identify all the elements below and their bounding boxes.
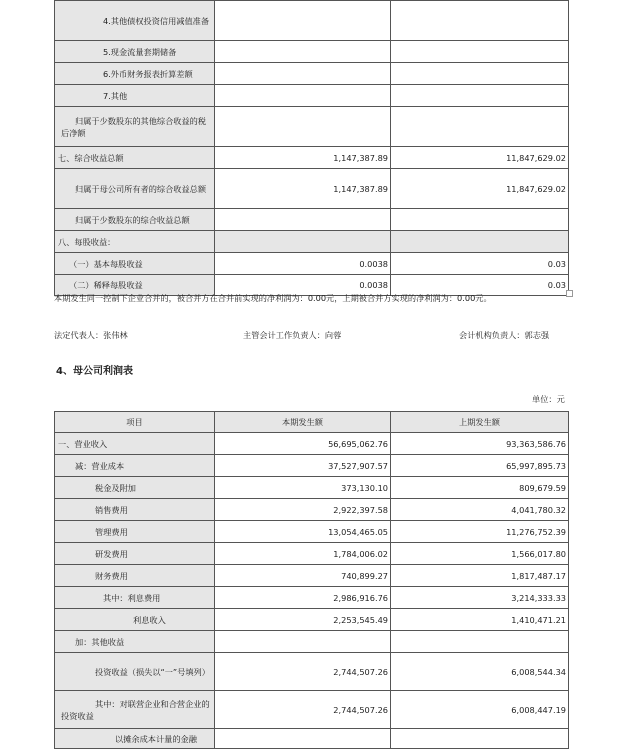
previous-value <box>391 85 569 107</box>
accounting-head: 主管会计工作负责人：向蓉 <box>243 330 342 340</box>
header-row <box>55 412 569 433</box>
row-label: 加：其他收益 <box>55 631 215 653</box>
previous-value: 3,214,333.33 <box>391 587 569 609</box>
current-value: 740,899.27 <box>215 565 391 587</box>
table-row <box>55 85 569 107</box>
table-row <box>55 543 569 565</box>
current-value: 1,147,387.89 <box>215 147 391 169</box>
comprehensive-income-table <box>54 0 569 296</box>
previous-value: 0.03 <box>391 275 569 296</box>
previous-value <box>391 107 569 147</box>
section-title: 4、母公司利润表 <box>56 366 133 377</box>
previous-value: 65,997,895.73 <box>391 455 569 477</box>
previous-value: 809,679.59 <box>391 477 569 499</box>
row-label: 财务费用 <box>55 565 215 587</box>
previous-value: 1,817,487.17 <box>391 565 569 587</box>
previous-value: 11,276,752.39 <box>391 521 569 543</box>
row-label <box>55 1 215 41</box>
row-label: 税金及附加 <box>55 477 215 499</box>
row-label: 6.外币财务报表折算差额 <box>55 63 215 85</box>
row-label: 5.现金流量套期储备 <box>55 41 215 63</box>
row-label: 七、综合收益总额 <box>55 147 215 169</box>
current-value: 2,986,916.76 <box>215 587 391 609</box>
row-label <box>55 107 215 147</box>
table-row <box>55 609 569 631</box>
row-label: （二）稀释每股收益 <box>55 275 215 296</box>
table-row <box>55 521 569 543</box>
row-label: 销售费用 <box>55 499 215 521</box>
previous-value <box>391 231 569 253</box>
table-row <box>55 433 569 455</box>
current-value: 0.0038 <box>215 253 391 275</box>
row-label <box>55 169 215 209</box>
previous-value <box>391 631 569 653</box>
current-value <box>215 107 391 147</box>
current-value: 37,527,907.57 <box>215 455 391 477</box>
row-label: 管理费用 <box>55 521 215 543</box>
row-label: 其中：利息费用 <box>55 587 215 609</box>
table-row <box>55 147 569 169</box>
table-row <box>55 209 569 231</box>
previous-value: 1,566,017.80 <box>391 543 569 565</box>
table-row <box>55 477 569 499</box>
legal-representative: 法定代表人：张伟林 <box>54 330 128 340</box>
table-row <box>55 63 569 85</box>
previous-value <box>391 63 569 85</box>
row-label: 7.其他 <box>55 85 215 107</box>
row-label-text: 4.其他债权投资信用减值准备 <box>103 15 210 26</box>
table-row <box>55 631 569 653</box>
unit-label: 单位：元 <box>532 394 565 404</box>
table-row <box>55 1 569 41</box>
previous-value: 11,847,629.02 <box>391 147 569 169</box>
current-value: 13,054,465.05 <box>215 521 391 543</box>
current-value: 56,695,062.76 <box>215 433 391 455</box>
previous-value <box>391 41 569 63</box>
row-label: 一、营业收入 <box>55 433 215 455</box>
previous-value: 4,041,780.32 <box>391 499 569 521</box>
previous-value: 93,363,586.76 <box>391 433 569 455</box>
current-value <box>215 729 391 749</box>
row-label: 归属于少数股东的综合收益总额 <box>55 209 215 231</box>
previous-value: 11,847,629.02 <box>391 169 569 209</box>
current-value <box>215 85 391 107</box>
table-row <box>55 41 569 63</box>
previous-value <box>391 1 569 41</box>
table-row <box>55 653 569 691</box>
row-label: 研发费用 <box>55 543 215 565</box>
table-row <box>55 253 569 275</box>
table-row <box>55 169 569 209</box>
row-label-text: 投资收益（损失以“一”号填列） <box>95 666 210 677</box>
row-label: 以摊余成本计量的金融 <box>55 729 215 749</box>
table-row <box>55 587 569 609</box>
previous-value: 6,008,544.34 <box>391 653 569 691</box>
table-row <box>55 729 569 749</box>
row-label: 减：营业成本 <box>55 455 215 477</box>
current-value <box>215 209 391 231</box>
header-item: 项目 <box>55 412 215 433</box>
row-label-text: 归属于少数股东的其他综合收益的税后净额 <box>61 115 207 138</box>
table-row <box>55 499 569 521</box>
table-row <box>55 107 569 147</box>
parent-income-statement-table <box>54 411 569 749</box>
header-previous: 上期发生额 <box>391 412 569 433</box>
table-row <box>55 565 569 587</box>
current-value <box>215 41 391 63</box>
previous-value <box>391 729 569 749</box>
accounting-org-head: 会计机构负责人：郭志强 <box>459 330 550 340</box>
current-value: 373,130.10 <box>215 477 391 499</box>
current-value: 2,744,507.26 <box>215 653 391 691</box>
merger-note: 本期发生同一控制下企业合并的，被合并方在合并前实现的净利润为：0.00元，上期被合并方实现的净利润为：0.00元。 <box>54 293 492 303</box>
header-current: 本期发生额 <box>215 412 391 433</box>
current-value: 1,784,006.02 <box>215 543 391 565</box>
current-value <box>215 231 391 253</box>
corner-marker <box>566 290 573 297</box>
current-value <box>215 63 391 85</box>
previous-value: 0.03 <box>391 253 569 275</box>
previous-value <box>391 209 569 231</box>
current-value <box>215 1 391 41</box>
current-value <box>215 631 391 653</box>
current-value: 2,253,545.49 <box>215 609 391 631</box>
previous-value: 6,008,447.19 <box>391 691 569 729</box>
current-value: 0.0038 <box>215 275 391 296</box>
current-value: 2,744,507.26 <box>215 691 391 729</box>
row-label <box>55 653 215 691</box>
current-value: 1,147,387.89 <box>215 169 391 209</box>
row-label: 八、每股收益： <box>55 231 215 253</box>
table-row <box>55 691 569 729</box>
table-row <box>55 231 569 253</box>
current-value: 2,922,397.58 <box>215 499 391 521</box>
row-label-text: 归属于母公司所有者的综合收益总额 <box>75 183 207 194</box>
table-row <box>55 455 569 477</box>
row-label <box>55 691 215 729</box>
row-label: 利息收入 <box>55 609 215 631</box>
row-label: （一）基本每股收益 <box>55 253 215 275</box>
previous-value: 1,410,471.21 <box>391 609 569 631</box>
row-label-text: 其中：对联营企业和合营企业的投资收益 <box>61 698 210 721</box>
